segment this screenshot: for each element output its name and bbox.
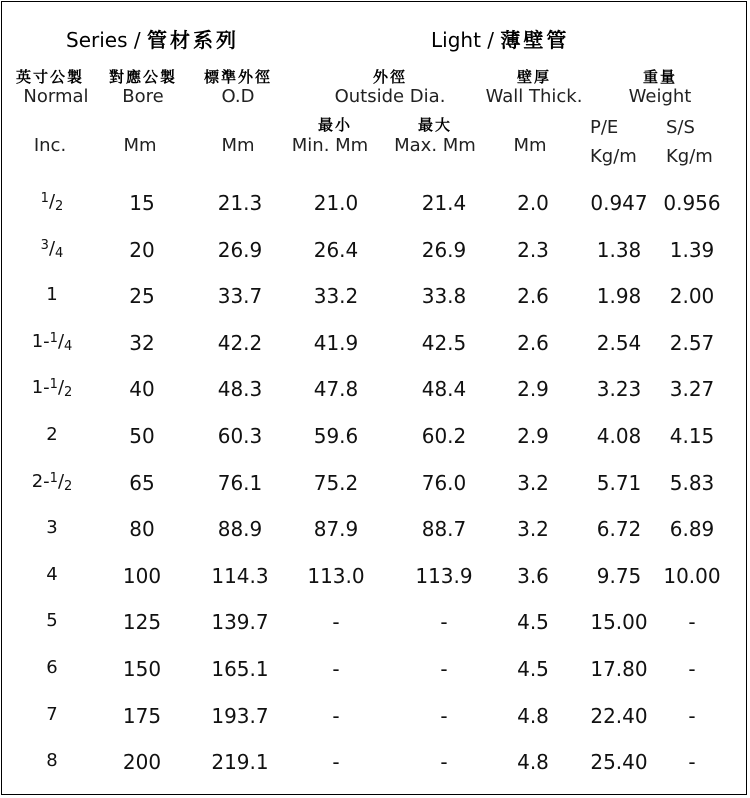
cell-wall: 2.9 [517, 424, 549, 448]
unit-ss-label: S/S [666, 117, 695, 138]
cell-bore: 20 [129, 237, 155, 262]
cell-pe: 2.54 [596, 330, 642, 355]
cell-od: 193.7 [211, 703, 269, 728]
cell-wall: 4.5 [517, 657, 549, 681]
cell-bore: 200 [122, 750, 162, 775]
cell-wall: 3.2 [517, 517, 549, 542]
cell-ss: 6.89 [669, 517, 715, 542]
cell-min: 33.2 [313, 284, 359, 309]
unit-normal: Inc. [33, 135, 67, 156]
cell-pe: 1.98 [596, 284, 642, 309]
unit-bore: Mm [123, 135, 157, 156]
cell-wall: 2.3 [517, 237, 549, 262]
cell-wall: 4.5 [517, 610, 549, 635]
cell-od: 219.1 [211, 750, 269, 775]
inch-numerator: 1 [49, 330, 58, 346]
inch-denominator: 2 [64, 385, 73, 401]
header-od: O.D [221, 86, 255, 107]
cell-max: - [440, 657, 448, 681]
header-zh-min: 最小 [317, 116, 352, 134]
cell-inch [7, 424, 97, 445]
inch-whole: 1- [31, 377, 50, 399]
cell-min: 41.9 [313, 330, 359, 355]
cell-ss: - [688, 657, 696, 681]
cell-ss: 5.83 [669, 470, 715, 495]
cell-min: - [332, 657, 340, 681]
cell-od: 48.3 [217, 377, 263, 402]
cell-pe: 6.72 [596, 517, 642, 542]
inch-denominator: 2 [64, 478, 73, 494]
header-weight: Weight [628, 86, 692, 107]
inch-denominator: 4 [64, 338, 73, 354]
inch-numerator: 1 [40, 191, 49, 206]
cell-ss: - [688, 750, 696, 775]
cell-pe: 9.75 [596, 563, 642, 588]
cell-wall: 2.6 [517, 330, 549, 355]
cell-od: 165.1 [211, 657, 269, 681]
cell-pe: 5.71 [596, 470, 642, 495]
cell-bore: 40 [129, 377, 155, 402]
header-bore: Bore [122, 86, 164, 107]
cell-ss: - [688, 610, 696, 635]
fraction-slash: / [57, 377, 65, 399]
cell-od: 114.3 [211, 563, 269, 588]
cell-pe: 17.80 [590, 657, 648, 681]
inch-numerator: 1 [49, 470, 58, 486]
header-normal: Normal [23, 86, 89, 107]
header-zh-max: 最大 [417, 116, 452, 134]
cell-min: 75.2 [313, 470, 359, 495]
fraction-slash: / [57, 470, 65, 492]
header-zh-wall: 壁厚 [516, 68, 551, 86]
inch-whole: 7 [46, 703, 58, 725]
fraction-slash: / [57, 330, 65, 352]
cell-bore: 32 [129, 330, 155, 355]
cell-min: 47.8 [313, 377, 359, 402]
cell-ss: 2.00 [669, 284, 715, 309]
cell-od: 33.7 [217, 284, 263, 309]
inch-denominator: 4 [55, 245, 64, 261]
cell-bore: 80 [129, 517, 155, 542]
fraction-slash: / [48, 237, 56, 259]
cell-wall: 2.0 [517, 191, 549, 215]
cell-wall: 3.2 [517, 470, 549, 495]
cell-pe: 22.40 [590, 703, 648, 728]
series-title [66, 24, 239, 53]
cell-bore: 100 [122, 563, 162, 588]
cell-max: 26.9 [421, 237, 467, 262]
cell-min: 26.4 [313, 237, 359, 262]
cell-min: 113.0 [307, 563, 365, 588]
cell-ss: 10.00 [663, 563, 721, 588]
inch-denominator: 2 [55, 199, 64, 214]
header-wall: Wall Thick. [485, 86, 583, 107]
series-title-en: Series / [66, 28, 141, 52]
cell-ss: 0.956 [663, 191, 721, 215]
cell-inch [7, 238, 97, 261]
cell-inch [7, 191, 97, 214]
cell-bore: 125 [122, 610, 162, 635]
cell-ss: 1.39 [669, 237, 715, 262]
inch-whole: 1- [31, 330, 50, 352]
cell-bore: 150 [122, 657, 162, 681]
header-zh-outside: 外徑 [372, 68, 407, 86]
unit-od: Mm [221, 135, 255, 156]
cell-max: 88.7 [421, 517, 467, 542]
series-title-zh: 管材系列 [146, 28, 239, 52]
light-title [431, 24, 569, 53]
cell-wall: 4.8 [517, 750, 549, 775]
cell-wall: 4.8 [517, 703, 549, 728]
inch-whole: 8 [46, 750, 58, 772]
cell-ss: 2.57 [669, 330, 715, 355]
header-zh-normal: 英寸公製 [15, 68, 84, 86]
cell-inch [7, 517, 97, 538]
cell-bore: 175 [122, 703, 162, 728]
inch-numerator: 3 [40, 237, 49, 253]
cell-min: 87.9 [313, 517, 359, 542]
inch-whole: 3 [46, 517, 58, 539]
cell-inch [7, 750, 97, 771]
cell-od: 42.2 [217, 330, 263, 355]
cell-max: 42.5 [421, 330, 467, 355]
cell-ss: 3.27 [669, 377, 715, 402]
cell-max: 21.4 [421, 191, 467, 215]
unit-pe-label: P/E [590, 117, 619, 138]
cell-bore: 15 [129, 191, 155, 215]
cell-inch [7, 564, 97, 585]
cell-inch [7, 377, 97, 400]
inch-numerator: 1 [49, 377, 58, 393]
header-zh-weight: 重量 [642, 68, 677, 86]
cell-max: 76.0 [421, 470, 467, 495]
cell-od: 139.7 [211, 610, 269, 635]
inch-whole: 6 [46, 657, 58, 678]
cell-min: 59.6 [313, 424, 359, 448]
cell-max: - [440, 610, 448, 635]
fraction-slash: / [48, 191, 56, 212]
cell-bore: 25 [129, 284, 155, 309]
cell-pe: 1.38 [596, 237, 642, 262]
inch-whole: 1 [46, 284, 58, 306]
cell-pe: 0.947 [590, 191, 648, 215]
cell-pe: 4.08 [596, 424, 642, 448]
cell-wall: 3.6 [517, 563, 549, 588]
cell-wall: 2.9 [517, 377, 549, 402]
header-zh-bore: 對應公製 [108, 68, 177, 86]
header-zh-od: 標準外徑 [203, 68, 272, 86]
cell-min: - [332, 610, 340, 635]
unit-pe: Kg/m [590, 146, 637, 167]
cell-ss: 4.15 [669, 424, 715, 448]
cell-od: 60.3 [217, 424, 263, 448]
cell-inch [7, 331, 97, 354]
inch-whole: 4 [46, 563, 58, 585]
cell-od: 26.9 [217, 237, 263, 262]
cell-min: - [332, 703, 340, 728]
unit-max: Max. Mm [394, 135, 476, 156]
cell-pe: 25.40 [590, 750, 648, 775]
cell-max: 48.4 [421, 377, 467, 402]
cell-pe: 15.00 [590, 610, 648, 635]
header-outside: Outside Dia. [334, 86, 446, 107]
inch-whole: 2- [31, 470, 50, 492]
cell-inch [7, 284, 97, 305]
inch-whole: 5 [46, 610, 58, 632]
cell-min: - [332, 750, 340, 775]
cell-max: 60.2 [421, 424, 467, 448]
cell-od: 21.3 [217, 191, 263, 215]
cell-od: 88.9 [217, 517, 263, 542]
cell-max: - [440, 703, 448, 728]
cell-bore: 50 [129, 424, 155, 448]
inch-whole: 2 [46, 424, 58, 445]
cell-min: 21.0 [313, 191, 359, 215]
cell-pe: 3.23 [596, 377, 642, 402]
unit-wall: Mm [513, 135, 547, 156]
cell-ss: - [688, 703, 696, 728]
cell-wall: 2.6 [517, 284, 549, 309]
cell-bore: 65 [129, 470, 155, 495]
cell-od: 76.1 [217, 470, 263, 495]
light-title-en: Light / [431, 28, 495, 52]
cell-inch [7, 657, 97, 678]
cell-max: - [440, 750, 448, 775]
cell-inch [7, 471, 97, 494]
light-title-zh: 薄壁管 [500, 28, 570, 52]
unit-min: Min. Mm [291, 135, 369, 156]
cell-max: 113.9 [415, 563, 473, 588]
cell-inch [7, 610, 97, 631]
unit-ss: Kg/m [666, 146, 713, 167]
cell-inch [7, 704, 97, 725]
cell-max: 33.8 [421, 284, 467, 309]
